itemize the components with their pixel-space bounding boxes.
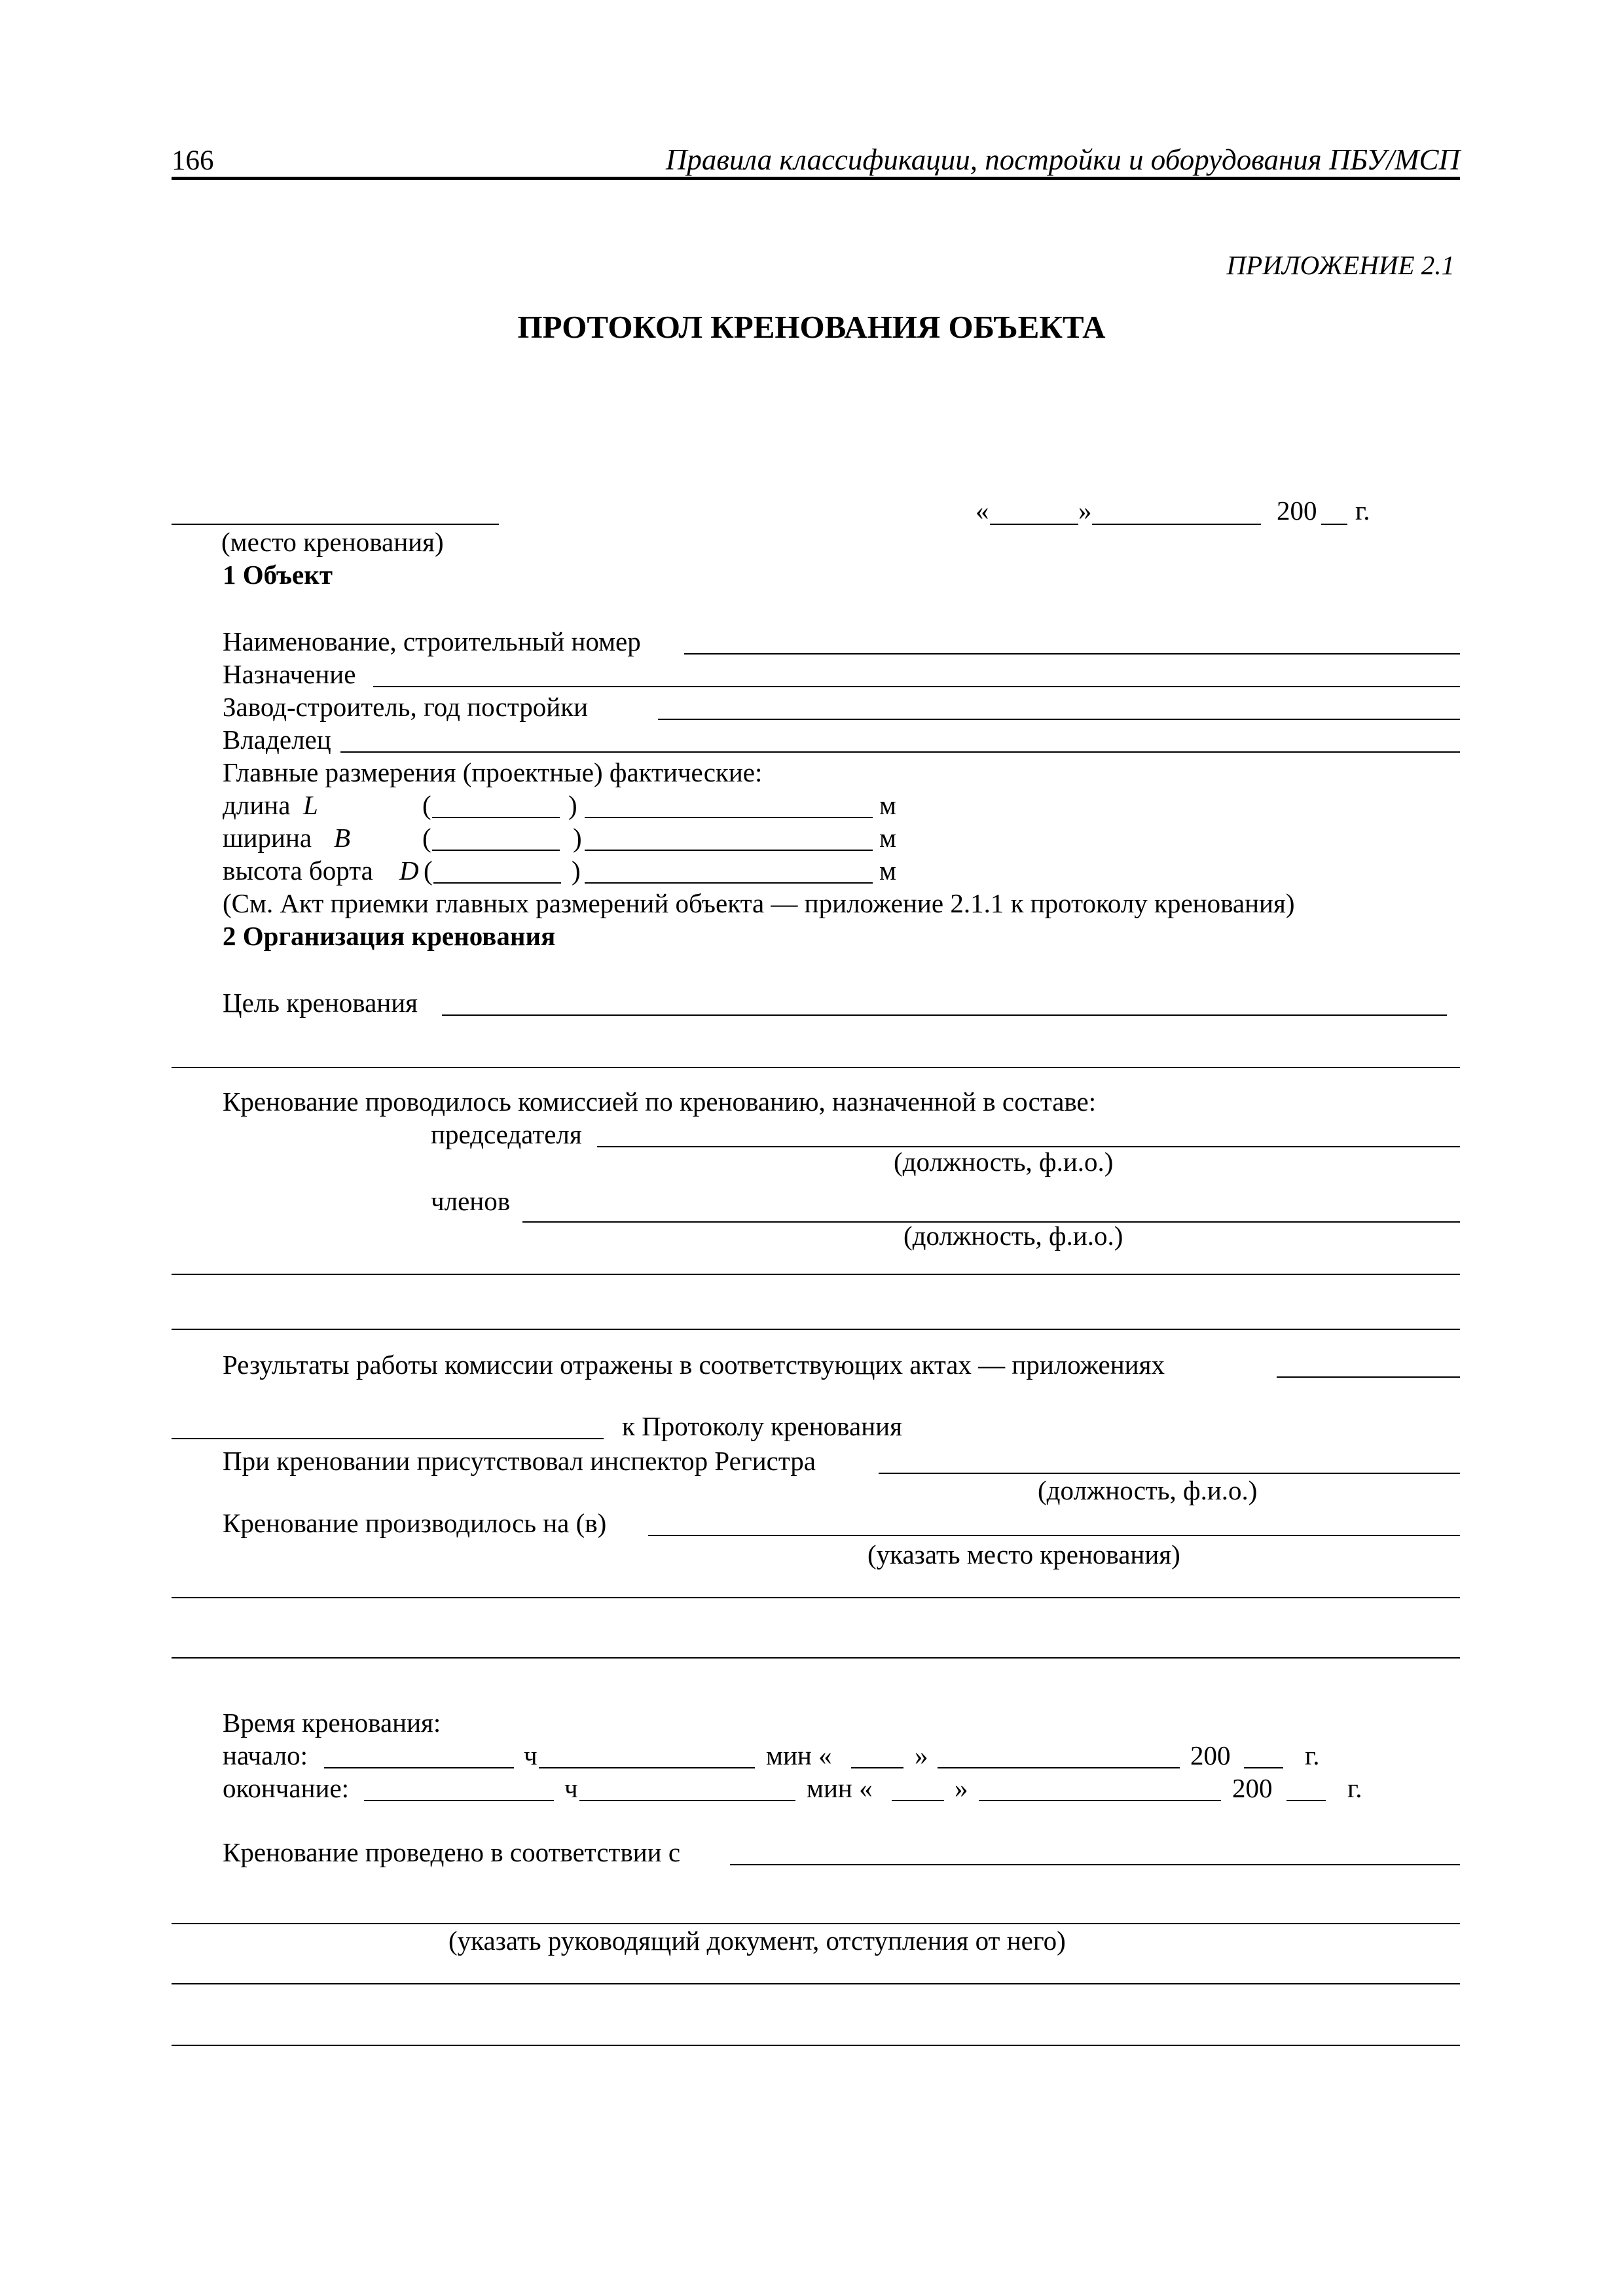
start-month-line[interactable]: [938, 1767, 1180, 1768]
length-actual-line[interactable]: [585, 817, 873, 818]
start-year-line[interactable]: [1244, 1767, 1283, 1768]
start-quote-close: »: [915, 1740, 928, 1770]
date-close-quote: »: [1078, 495, 1092, 526]
end-day-line[interactable]: [892, 1800, 944, 1801]
purpose-label: Назначение: [223, 659, 356, 689]
depth-close-paren: ): [572, 855, 581, 886]
length-symbol: L: [303, 790, 318, 820]
goal-line[interactable]: [442, 1014, 1447, 1016]
depth-symbol: D: [399, 855, 419, 886]
end-minutes-unit: мин «: [807, 1773, 873, 1803]
appendix-label: ПРИЛОЖЕНИЕ 2.1: [1226, 250, 1455, 280]
date-month-line: [1092, 524, 1261, 525]
start-year-suffix: г.: [1305, 1740, 1320, 1770]
width-actual-line[interactable]: [585, 850, 873, 851]
date-year-prefix: 200: [1277, 495, 1317, 526]
performed-at-line-2[interactable]: [172, 1597, 1460, 1598]
start-hours-line[interactable]: [324, 1767, 514, 1768]
length-unit: м: [879, 790, 896, 820]
end-minutes-line[interactable]: [579, 1800, 795, 1801]
header-rule: [172, 177, 1460, 180]
depth-unit: м: [879, 855, 896, 886]
depth-open-paren: (: [424, 855, 433, 886]
width-design-line[interactable]: [432, 850, 560, 851]
page-title: ПРОТОКОЛ КРЕНОВАНИЯ ОБЪЕКТА: [517, 309, 1106, 345]
place-hint: (указать место кренования): [867, 1539, 1180, 1570]
start-day-line[interactable]: [851, 1767, 903, 1768]
place-line: [172, 524, 499, 525]
start-year-prefix: 200: [1190, 1740, 1231, 1770]
commission-text: Кренование проводилось комиссией по кренованию, назначенной в составе:: [223, 1086, 1097, 1117]
name-number-label: Наименование, строительный номер: [223, 626, 641, 656]
purpose-line[interactable]: [373, 686, 1460, 687]
inspector-line[interactable]: [879, 1473, 1460, 1474]
date-year-suffix: г.: [1355, 495, 1370, 526]
performed-at-label: Кренование производилось на (в): [223, 1508, 607, 1538]
members-line-2[interactable]: [172, 1274, 1460, 1275]
depth-actual-line[interactable]: [585, 882, 873, 884]
width-open-paren: (: [422, 823, 431, 853]
page-number: 166: [172, 145, 214, 176]
place-caption: (место кренования): [221, 527, 444, 557]
width-unit: м: [879, 823, 896, 853]
start-hours-unit: ч: [524, 1740, 538, 1770]
doc-hint: (указать руководящий документ, отступления от него): [448, 1926, 1066, 1956]
name-number-line[interactable]: [684, 653, 1460, 655]
goal-line-2[interactable]: [172, 1067, 1460, 1068]
according-line-4[interactable]: [172, 2045, 1460, 2046]
annexes-line[interactable]: [172, 1438, 604, 1439]
length-label: длина: [223, 790, 291, 820]
see-act-note: (См. Акт приемки главных размерений объекта — приложение 2.1.1 к протоколу кренования): [223, 888, 1295, 918]
owner-label: Владелец: [223, 725, 331, 755]
end-month-line[interactable]: [979, 1800, 1221, 1801]
running-title: Правила классификации, постройки и оборудования ПБУ/МСП: [665, 143, 1460, 176]
date-open-quote: «: [976, 495, 989, 526]
width-label: ширина: [223, 823, 312, 853]
end-year-line[interactable]: [1286, 1800, 1326, 1801]
chairman-label: председателя: [431, 1119, 582, 1149]
dims-heading: Главные размерения (проектные) фактические:: [223, 757, 763, 787]
members-caption: (должность, ф.и.о.): [903, 1221, 1123, 1251]
length-design-line[interactable]: [432, 817, 560, 818]
depth-label: высота борта: [223, 855, 373, 886]
according-line-2[interactable]: [172, 1923, 1460, 1924]
goal-label: Цель кренования: [223, 988, 418, 1018]
inspector-label: При креновании присутствовал инспектор Регистра: [223, 1446, 816, 1476]
according-label: Кренование проведено в соответствии с: [223, 1837, 681, 1867]
according-line-3[interactable]: [172, 1983, 1460, 1984]
to-protocol-text: к Протоколу кренования: [622, 1411, 902, 1441]
depth-design-line[interactable]: [433, 882, 561, 884]
performed-at-line-3[interactable]: [172, 1657, 1460, 1659]
builder-year-line[interactable]: [658, 719, 1460, 720]
time-heading: Время кренования:: [223, 1708, 441, 1738]
owner-line[interactable]: [340, 751, 1460, 753]
start-minutes-unit: мин «: [766, 1740, 832, 1770]
according-line[interactable]: [730, 1864, 1460, 1865]
end-label: окончание:: [223, 1773, 350, 1803]
chairman-caption: (должность, ф.и.о.): [894, 1147, 1114, 1177]
length-close-paren: ): [568, 790, 577, 820]
performed-at-line[interactable]: [648, 1535, 1460, 1536]
start-minutes-line[interactable]: [539, 1767, 755, 1768]
members-label: членов: [431, 1186, 511, 1216]
date-day-line: [990, 524, 1078, 525]
members-line-3[interactable]: [172, 1329, 1460, 1330]
section2-heading: 2 Организация кренования: [223, 921, 556, 951]
width-symbol: B: [334, 823, 351, 853]
start-label: начало:: [223, 1740, 308, 1770]
inspector-caption: (должность, ф.и.о.): [1038, 1475, 1258, 1505]
builder-year-label: Завод-строитель, год постройки: [223, 692, 589, 722]
end-quote-close: »: [955, 1773, 968, 1803]
length-open-paren: (: [422, 790, 431, 820]
end-hours-unit: ч: [564, 1773, 578, 1803]
date-year-line: [1321, 524, 1347, 525]
end-hours-line[interactable]: [364, 1800, 554, 1801]
end-year-prefix: 200: [1232, 1773, 1273, 1803]
results-line[interactable]: [1277, 1376, 1460, 1378]
end-year-suffix: г.: [1347, 1773, 1362, 1803]
results-text: Результаты работы комиссии отражены в соответствующих актах — приложениях: [223, 1350, 1165, 1380]
width-close-paren: ): [573, 823, 582, 853]
section1-heading: 1 Объект: [223, 560, 333, 590]
